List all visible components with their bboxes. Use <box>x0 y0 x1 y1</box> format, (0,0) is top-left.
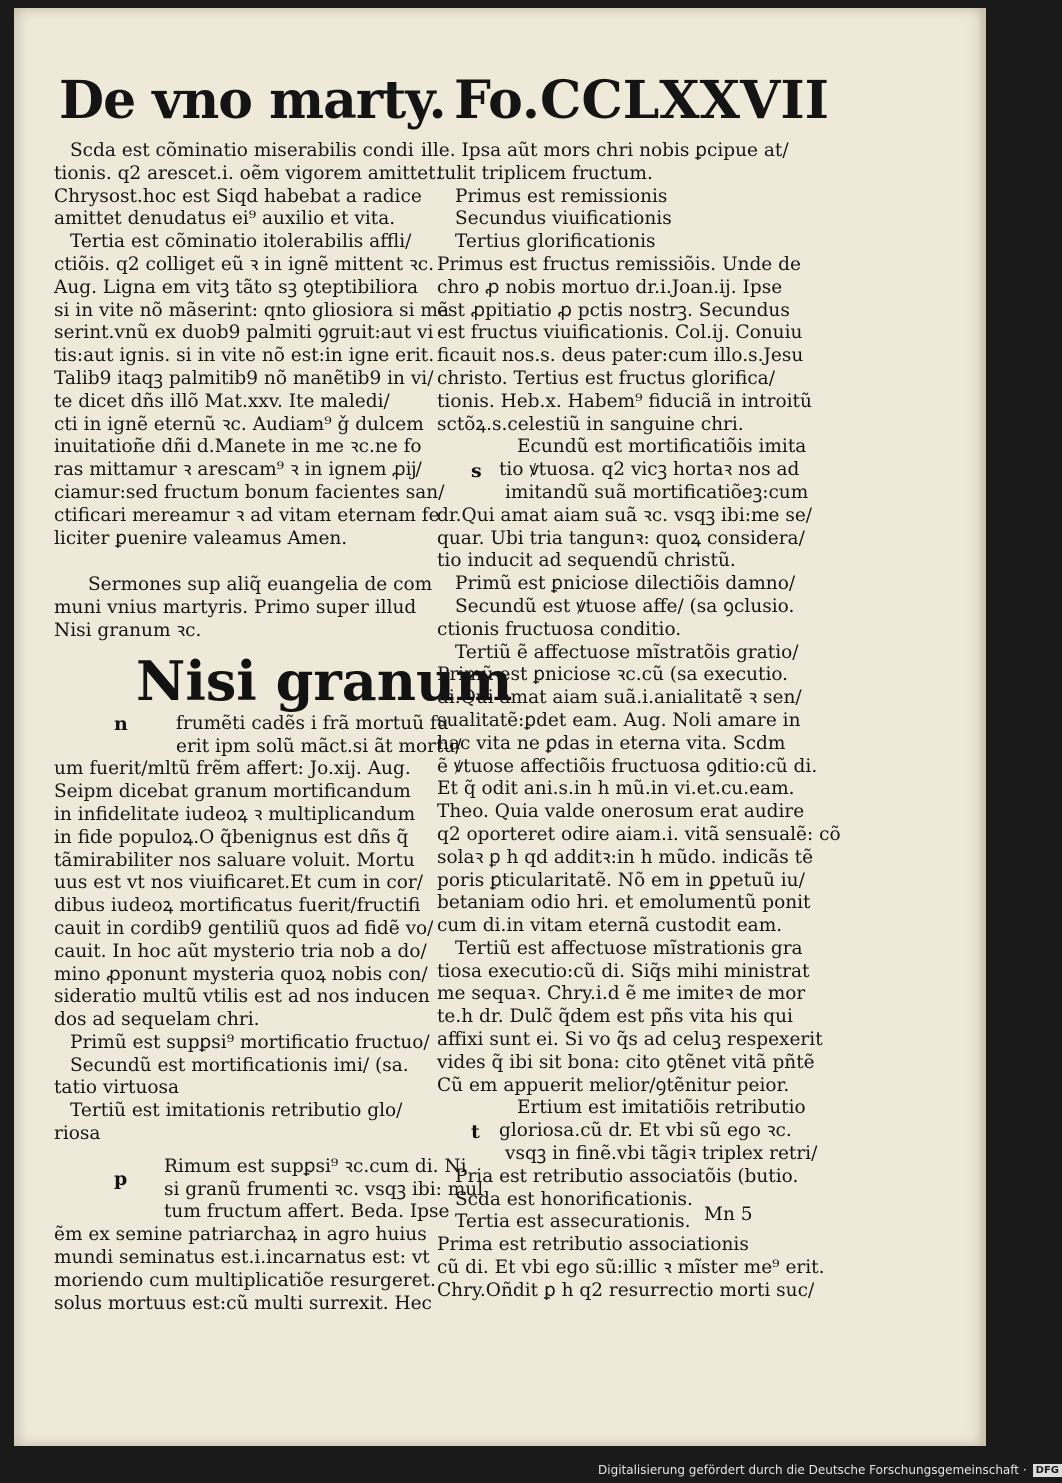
text-line: moriendo cum multiplicatiõe resurgeret. <box>54 1269 436 1291</box>
text-line: Theo. Quia valde onerosum erat audire <box>437 801 805 823</box>
text-line: si in vite nõ mãserint: qnto gliosiora si mã <box>54 299 449 321</box>
text-line: cauit in cordib9 gentiliũ quos ad fidẽ vo/ <box>54 917 434 939</box>
text-line: inuitatioñe dñi d.Manete in me ꝛc.ne fo <box>54 436 422 458</box>
rubric-line: Nisi granum ꝛc. <box>54 619 202 641</box>
rubric-line: muni vnius martyris. Primo super illud <box>54 597 417 619</box>
text-line: tum fructum affert. Beda. Ipse <box>164 1201 450 1223</box>
text-line: ctificari mereamur ꝛ ad vitam eternam fe <box>54 504 440 526</box>
credit-text: Digitalisierung gefördert durch die Deutsche Forschungsgemeinschaft · <box>598 1463 1027 1477</box>
text-line: te dicet dñs illõ Mat.xxv. Ite maledi/ <box>54 390 390 412</box>
text-line: amittet denudatus ei⁹ auxilio et vita. <box>54 208 396 230</box>
text-line: hac vita ne ꝑdas in eterna vita. Scdm <box>437 732 786 754</box>
text-line: Aug. Ligna em vitꝫ tãto sꝫ ꝯteptibiliora <box>54 276 419 298</box>
text-line: quar. Ubi tria tangunꝛ: quoꝝ considera/ <box>437 527 805 549</box>
text-line: uus est vt nos viuificaret.Et cum in cor/ <box>54 872 423 894</box>
text-line: in fide populoꝝ.O q̃benignus est dñs q̃ <box>54 826 409 848</box>
text-line: imitandũ suã mortificatiõeꝫ:cum <box>505 481 809 503</box>
text-line: Primus est fructus remissiõis. Unde de <box>437 253 801 275</box>
text-line: mundi seminatus est.i.incarnatus est: vt <box>54 1247 430 1269</box>
text-line: tiosa executio:cũ di. Siq̃s mihi ministrat <box>437 960 810 982</box>
text-line: Et q̃ odit ani.s.in h mũ.in vi.et.cu.eam. <box>437 778 795 800</box>
text-line: est ꝓpitiatio ꝓ pctis nostrꝫ. Secundus <box>437 299 790 321</box>
text-line: chro ꝓ nobis mortuo dr.i.Joan.ij. Ipse <box>437 276 783 298</box>
text-line: Tertia est cõminatio itolerabilis affli/ <box>70 231 412 253</box>
division-line: Primũ est supꝑsi⁹ mortificatio fructuo/ <box>70 1031 430 1053</box>
text-line: Scda est cõminatio miserabilis condi <box>70 140 414 161</box>
guide-letter: p <box>114 1167 128 1190</box>
text-line: ille. Ipsa aũt mors chri nobis ꝑcipue at/ <box>421 140 789 161</box>
text-line: cum di.in vitam eternã custodit eam. <box>437 915 783 937</box>
list-line: Pria est retributio associatõis (butio. <box>455 1165 799 1187</box>
catchword: Mn 5 <box>704 1204 753 1225</box>
text-line: q2 oporteret odire aiam.i. vitã sensualẽ: cõ <box>437 823 841 845</box>
text-line: me sequaꝛ. Chry.i.d ẽ me imiteꝛ de mor <box>437 983 806 1005</box>
running-head <box>59 70 829 150</box>
text-line: sideratio multũ vtilis est ad nos inducen <box>54 986 430 1008</box>
text-line: Chrysost.hoc est Siqd habebat a radice <box>54 185 422 207</box>
text-line: sualitatẽ:ꝑdet eam. Aug. Noli amare in <box>437 709 801 731</box>
guide-letter: n <box>114 712 128 735</box>
text-line: betaniam odio hri. et emolumentũ ponit <box>437 892 811 914</box>
incipit-block <box>54 648 513 713</box>
text-line: tio ꝟtuosa. q2 vicꝫ hortaꝛ nos ad <box>499 459 800 481</box>
running-title: De vno marty. <box>59 70 446 131</box>
right-column <box>421 140 841 1303</box>
text-line: vides q̃ ibi sit bona: cito ꝯtẽnet vitã pñtẽ <box>437 1051 815 1073</box>
text-line: erit ipm solũ mãct.si ãt mortu/ <box>176 735 462 757</box>
division-line: riosa <box>54 1123 101 1145</box>
text-line: Ertium est imitatiõis retributio <box>517 1097 806 1119</box>
text-line: liciter ꝑuenire valeamus Amen. <box>54 527 348 549</box>
text-line: tãmirabiliter nos saluare voluit. Mortu <box>54 849 415 871</box>
list-line: Tertiũ ẽ affectuose mĩstratõis gratio/ <box>455 641 799 663</box>
text-line: dos ad sequelam chri. <box>54 1009 260 1031</box>
text-line: ras mittamur ꝛ arescam⁹ ꝛ in ignem ꝓĳ/ <box>54 459 422 481</box>
text-line: poris ꝑticularitatẽ. Nõ em in ꝑpetuũ iu/ <box>437 869 805 891</box>
list-line: Scda est honorificationis. <box>455 1188 693 1210</box>
text-line: affixi sunt ei. Si vo q̃s ad celuꝫ respexerit <box>437 1029 823 1051</box>
dfg-logo: DFG <box>1033 1464 1062 1477</box>
text-line: ẽm ex semine patriarchaꝝ in agro huius <box>54 1224 427 1246</box>
text-line: tis:aut ignis. si in vite nõ est:in igne erit. <box>54 345 435 367</box>
guide-letter: t <box>471 1121 480 1144</box>
text-line: Ecundũ est mortificatiõis imita <box>517 436 807 458</box>
text-line: dibus iudeoꝝ mortificatus fuerit/fructifi <box>54 895 421 917</box>
text-line: Primũ est ꝑniciose ꝛc.cũ (sa executio. <box>437 664 789 686</box>
text-line: Prima est retributio associationis <box>437 1234 749 1256</box>
text-line: cti in ignẽ eternũ ꝛc. Audiam⁹ ǧ dulcem <box>54 413 424 435</box>
left-column <box>54 140 513 1315</box>
text-line: Cũ em appuerit melior/ꝯtẽnitur peior. <box>437 1074 790 1096</box>
list-line: Tertia est assecurationis. <box>455 1211 691 1233</box>
text-line: ẽ ꝟtuose affectiõis fructuosa ꝯditio:cũ di. <box>437 755 818 777</box>
text-line: in infidelitate iudeoꝝ ꝛ multiplicandum <box>54 803 416 825</box>
text-line: Seipm dicebat granum mortificandum <box>54 781 411 803</box>
text-line: ficauit nos.s. deus pater:cum illo.s.Jesu <box>437 345 804 367</box>
text-line: di.Qui amat aiam suã.i.anialitatẽ ꝛ sen/ <box>437 687 802 709</box>
folio-number: Fo.CCLXXVII <box>454 70 829 131</box>
text-line: Chry.Oñdit ꝑ h q2 resurrectio morti suc/ <box>437 1279 815 1301</box>
text-line: tulit triplicem fructum. <box>437 162 653 184</box>
list-line: Primũ est ꝑniciose dilectiõis damno/ <box>455 573 796 595</box>
text-line: ctiõis. q2 colliget eũ ꝛ in ignẽ mittent ꝛc. <box>54 253 434 275</box>
text-line: vsqꝫ in finẽ.vbi tãgiꝛ triplex retri/ <box>505 1143 818 1165</box>
book-page <box>14 8 986 1446</box>
list-line: Secundũ est ꝟtuose affe/ (sa ꝯclusio. <box>455 595 795 617</box>
list-line: Primus est remissionis <box>455 185 668 207</box>
digitization-credit <box>598 1459 1059 1481</box>
division-line: tatio virtuosa <box>54 1077 180 1099</box>
text-line: sctõꝝ.s.celestiũ in sanguine chri. <box>437 413 744 435</box>
text-line: um fuerit/mltũ frẽm affert: Jo.xij. Aug. <box>54 758 411 780</box>
division-line: Tertiũ est imitationis retributio glo/ <box>70 1100 403 1122</box>
rubric-line: Sermones sup aliq̃ euangelia de com <box>88 574 433 596</box>
incipit-heading: Nisi granum <box>136 648 513 713</box>
text-line: Rimum est supꝑsi⁹ ꝛc.cum di. Ni <box>164 1155 467 1177</box>
text-line: solus mortuus est:cũ multi surrexit. Hec <box>54 1292 432 1314</box>
list-line: Tertius glorificationis <box>455 231 656 253</box>
text-line: si granũ frumenti ꝛc. vsqꝫ ibi: mul <box>164 1178 484 1200</box>
text-line: Talib9 itaqꝫ palmitib9 nõ manẽtib9 in vi/ <box>54 367 434 389</box>
text-line: cauit. In hoc aũt mysterio tria nob a do/ <box>54 940 427 962</box>
text-line: tionis. Heb.x. Habem⁹ fiduciã in introitũ <box>437 390 812 412</box>
text-line: te.h dr. Dulc̃ q̃dem est pñs vita his qui <box>437 1006 793 1028</box>
list-line: ctionis fructuosa conditio. <box>437 618 682 640</box>
text-line: serint.vnũ ex duob9 palmiti ꝯgruit:aut vi <box>54 322 434 344</box>
text-line: gloriosa.cũ dr. Et vbi sũ ego ꝛc. <box>499 1120 792 1142</box>
text-line: mino ꝓponunt mysteria quoꝝ nobis con/ <box>54 963 428 985</box>
text-line: frumẽti cadẽs i frã mortuũ fu <box>176 712 449 734</box>
text-line: est fructus viuificationis. Col.ij. Conuiu <box>437 322 803 344</box>
text-line: christo. Tertius est fructus glorifica/ <box>437 367 775 389</box>
division-line: Secundũ est mortificationis imi/ (sa. <box>70 1054 409 1076</box>
text-line: tio inducit ad sequendũ christũ. <box>437 550 736 572</box>
text-line: tionis. q2 arescet.i. oẽm vigorem amittet. <box>54 162 442 184</box>
text-line: ciamur:sed fructum bonum facientes san/ <box>54 481 445 503</box>
text-line: solaꝛ ꝑ h qd additꝛ:in h mũdo. indicãs tẽ <box>437 846 814 868</box>
text-line: cũ di. Et vbi ego sũ:illic ꝛ mĩster me⁹ erit. <box>437 1257 825 1279</box>
guide-letter: s <box>471 460 482 483</box>
text-line: dr.Qui amat aiam suã ꝛc. vsqꝫ ibi:me se/ <box>437 504 813 526</box>
list-line: Secundus viuificationis <box>455 208 672 230</box>
text-line: Tertiũ est affectuose mĩstrationis gra <box>455 937 803 959</box>
